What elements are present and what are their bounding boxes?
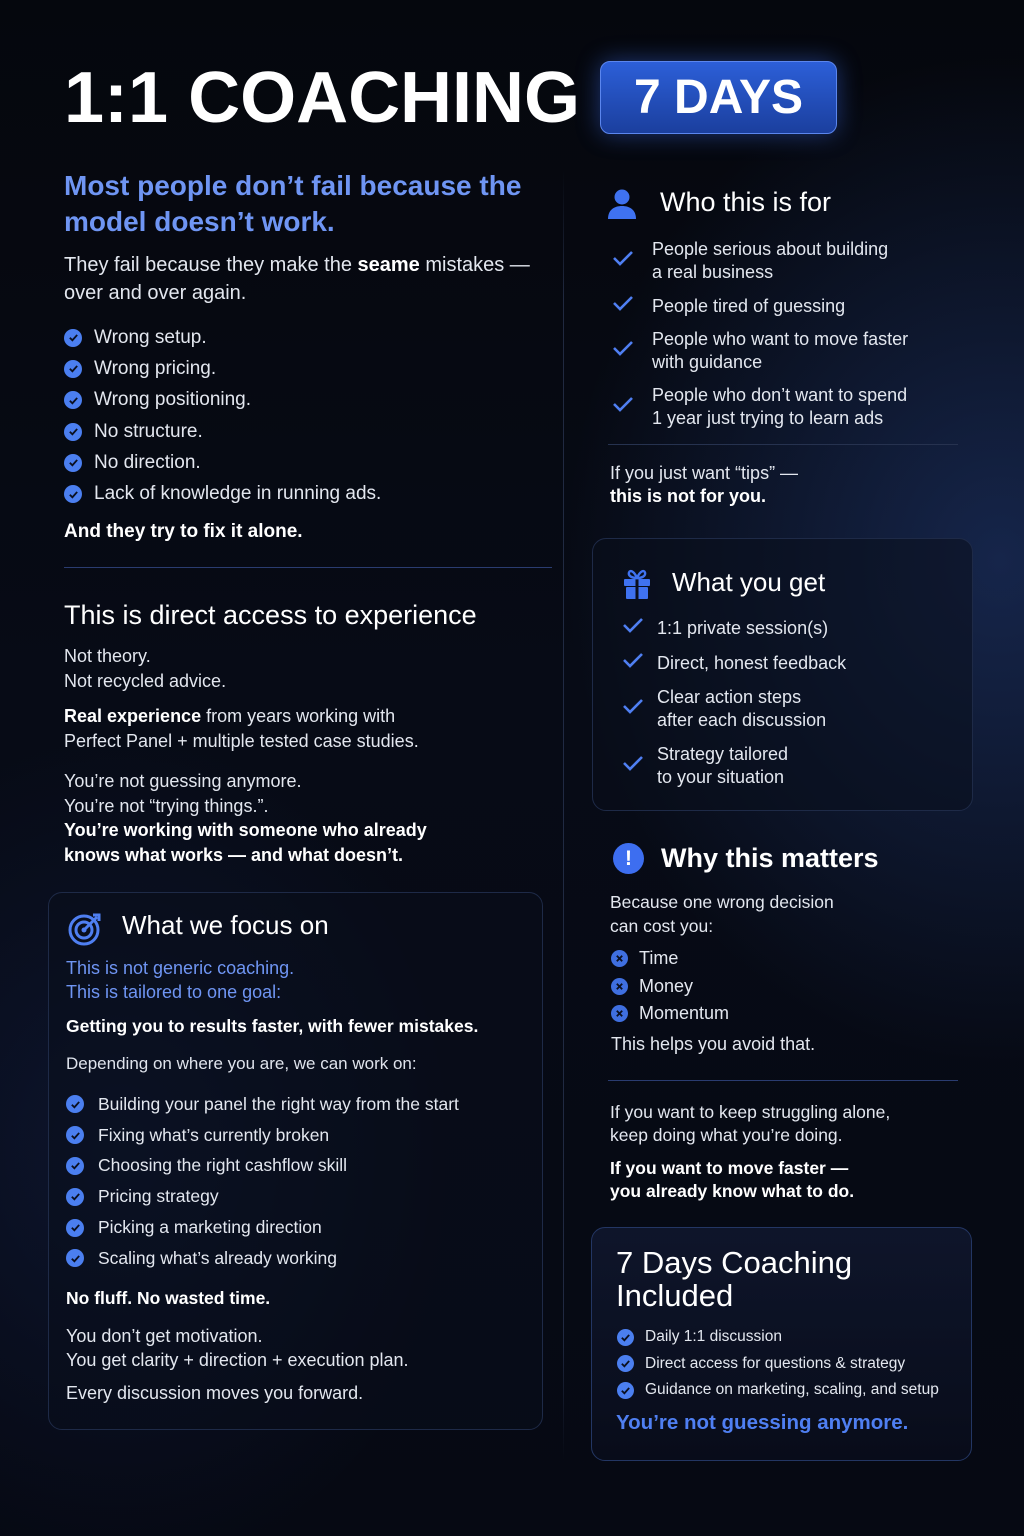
list-item-label: Daily 1:1 discussion (645, 1328, 782, 1346)
section-divider (608, 444, 958, 445)
focus-closing-line: You don’t get motivation. (66, 1326, 263, 1346)
list-item (66, 1089, 536, 1120)
check-circle-icon (66, 1188, 84, 1206)
list-item (64, 353, 544, 384)
list-item (617, 1377, 962, 1404)
guessing-line: You’re not guessing anymore. (64, 771, 302, 791)
column-divider (563, 170, 564, 1460)
list-item-line: after each discussion (657, 710, 827, 730)
list-item-label: Wrong setup. (94, 326, 207, 348)
list-item-line: People tired of guessing (652, 295, 846, 316)
list-item (64, 478, 544, 509)
no-fluff-text: No fluff. No wasted time. (66, 1288, 271, 1308)
gift-icon (622, 568, 652, 600)
list-item (622, 686, 962, 732)
focus-tagline-line: This is tailored to one goal: (66, 982, 282, 1002)
direct-line: Not recycled advice. (64, 670, 227, 691)
list-item-line: People serious about building (652, 239, 889, 259)
experience-line (64, 704, 534, 729)
section-divider (64, 567, 552, 568)
list-item (612, 294, 952, 318)
tips-line-bold: this is not for you. (610, 486, 766, 506)
what-you-get-heading: What you get (672, 567, 826, 597)
page-title: 1:1 COACHING (64, 58, 581, 138)
why-closing: This helps you avoid that. (611, 1034, 816, 1054)
cta-line: keep doing what you’re doing. (610, 1125, 843, 1145)
why-heading: Why this matters (661, 843, 879, 873)
direct-access-body (64, 644, 534, 867)
list-item (66, 1212, 536, 1243)
list-item (66, 1120, 536, 1151)
intro-subtext-start: They fail because they make the (64, 254, 358, 276)
intro-headline: Most people don’t fail because the model doesn’t work. (64, 170, 522, 237)
list-item-label (657, 617, 828, 640)
why-body-line: Because one wrong decision (610, 892, 834, 912)
list-item-label: Wrong pricing. (94, 357, 217, 379)
check-circle-icon (64, 454, 82, 472)
intro-subtext (64, 251, 534, 307)
focus-closing (66, 1324, 536, 1405)
list-item-label: No structure. (94, 420, 203, 442)
list-item-label: Fixing what’s currently broken (98, 1124, 330, 1145)
list-item-label (657, 743, 788, 789)
x-circle-icon (611, 1005, 628, 1022)
list-item-line: Direct, honest feedback (657, 652, 847, 673)
list-item (611, 973, 729, 1001)
list-item-label: Picking a marketing direction (98, 1217, 322, 1238)
check-circle-icon (64, 391, 82, 409)
experience-rest: from years working with (201, 706, 396, 726)
list-item-label (652, 384, 907, 430)
list-item (612, 384, 952, 430)
cost-list (611, 945, 729, 1028)
seven-days-heading-line: Included (616, 1278, 734, 1313)
seven-days-tagline: You’re not guessing anymore. (616, 1411, 909, 1434)
check-circle-icon (64, 360, 82, 378)
what-you-get-list (622, 616, 962, 800)
tips-line: If you just want “tips” — (610, 463, 799, 483)
list-item-label (652, 328, 908, 374)
list-item (617, 1324, 962, 1351)
list-item (617, 1351, 962, 1378)
checkmark-icon (622, 651, 644, 675)
focus-tagline-line: This is not generic coaching. (66, 958, 295, 978)
duration-badge: 7 DAYS (600, 61, 837, 134)
list-item (64, 385, 544, 416)
list-item (622, 651, 962, 675)
focus-tagline (66, 956, 526, 1004)
list-item-label (657, 686, 826, 732)
checkmark-icon (622, 754, 644, 778)
list-item (611, 1000, 729, 1028)
checkmark-icon (612, 395, 634, 419)
mistakes-list (64, 322, 544, 510)
list-item-label: Guidance on marketing, scaling, and setup (645, 1381, 939, 1399)
list-item (612, 238, 952, 284)
list-item (66, 1151, 536, 1182)
list-item-line: Strategy tailored (657, 744, 789, 764)
tips-note (610, 462, 798, 508)
intro-subtext-end: mistakes — over and over again. (64, 254, 530, 304)
list-item (66, 1243, 536, 1274)
list-item-label: Pricing strategy (98, 1186, 219, 1207)
cta-line-bold: If you want to move faster — (610, 1158, 849, 1178)
list-item (64, 322, 544, 353)
list-item-label: Choosing the right cashflow skill (98, 1155, 348, 1176)
check-circle-icon (617, 1355, 634, 1372)
expert-line: You’re working with someone who already (64, 820, 427, 840)
list-item (612, 328, 952, 374)
list-item (64, 416, 544, 447)
list-item-line: 1 year just trying to learn ads (652, 408, 884, 428)
check-circle-icon (66, 1219, 84, 1237)
focus-intro: Depending on where you are, we can work on: (66, 1054, 417, 1073)
list-item-label: Time (639, 948, 679, 969)
who-heading: Who this is for (660, 187, 832, 217)
seven-days-heading (616, 1246, 956, 1312)
check-circle-icon (617, 1329, 634, 1346)
list-item-label: Building your panel the right way from the start (98, 1093, 459, 1114)
list-item-line: to your situation (657, 767, 785, 787)
checkmark-icon (612, 294, 634, 318)
focus-list (66, 1089, 536, 1274)
focus-closing-line: You get clarity + direction + execution plan. (66, 1350, 409, 1370)
check-circle-icon (617, 1382, 634, 1399)
list-item-label (652, 295, 845, 318)
x-circle-icon (611, 950, 628, 967)
list-item-label (652, 238, 888, 284)
who-list (612, 238, 952, 440)
check-circle-icon (66, 1126, 84, 1144)
experience-bold: Real experience (64, 706, 202, 726)
focus-closing-line: Every discussion moves you forward. (66, 1383, 364, 1403)
x-circle-icon (611, 978, 628, 995)
list-item-line: 1:1 private session(s) (657, 617, 829, 638)
list-item (611, 945, 729, 973)
person-icon (607, 188, 637, 220)
list-item-label: No direction. (94, 451, 201, 473)
included-list (617, 1324, 962, 1404)
check-circle-icon (64, 329, 82, 347)
list-item (622, 616, 962, 640)
expert-line: knows what works — and what doesn’t. (64, 844, 404, 865)
focus-heading: What we focus on (122, 910, 329, 940)
checkmark-icon (622, 616, 644, 640)
list-item-line: Clear action steps (657, 687, 802, 707)
target-icon (68, 912, 102, 946)
list-item (64, 447, 544, 478)
section-divider (608, 1080, 958, 1081)
checkmark-icon (612, 339, 634, 363)
check-circle-icon (64, 423, 82, 441)
direct-line: Not theory. (64, 646, 151, 666)
checkmark-icon (622, 697, 644, 721)
check-circle-icon (66, 1157, 84, 1175)
list-item-line: People who want to move faster (652, 329, 909, 349)
intro-subtext-bold: seame (357, 254, 420, 276)
cta-line-bold: you already know what to do. (610, 1181, 855, 1201)
list-item-line: People who don’t want to spend (652, 385, 908, 405)
list-item-label: Momentum (639, 1003, 730, 1024)
focus-goal: Getting you to results faster, with fewer mistakes. (66, 1016, 479, 1036)
list-item-label: Wrong positioning. (94, 389, 252, 411)
check-circle-icon (66, 1249, 84, 1267)
exclamation-icon: ! (613, 843, 644, 874)
intro-closing: And they try to fix it alone. (64, 521, 303, 542)
list-item (622, 743, 962, 789)
list-item (66, 1181, 536, 1212)
list-item-line: a real business (652, 262, 774, 282)
direct-access-heading: This is direct access to experience (64, 600, 477, 630)
checkmark-icon (612, 249, 634, 273)
list-item-label: Lack of knowledge in running ads. (94, 483, 382, 505)
check-circle-icon (64, 485, 82, 503)
list-item-label: Scaling what’s already working (98, 1247, 337, 1268)
list-item-label (657, 652, 846, 675)
guessing-line: You’re not “trying things.”. (64, 795, 269, 816)
list-item-line: with guidance (652, 352, 763, 372)
why-body (610, 890, 834, 938)
list-item-label: Direct access for questions & strategy (645, 1354, 906, 1372)
check-circle-icon (66, 1095, 84, 1113)
why-body-line: can cost you: (610, 916, 714, 936)
seven-days-heading-line: 7 Days Coaching (616, 1245, 853, 1280)
cta-line: If you want to keep struggling alone, (610, 1102, 891, 1122)
experience-line-2: Perfect Panel + multiple tested case studies. (64, 730, 419, 751)
list-item-label: Money (639, 975, 694, 996)
call-to-action-text (610, 1101, 950, 1203)
